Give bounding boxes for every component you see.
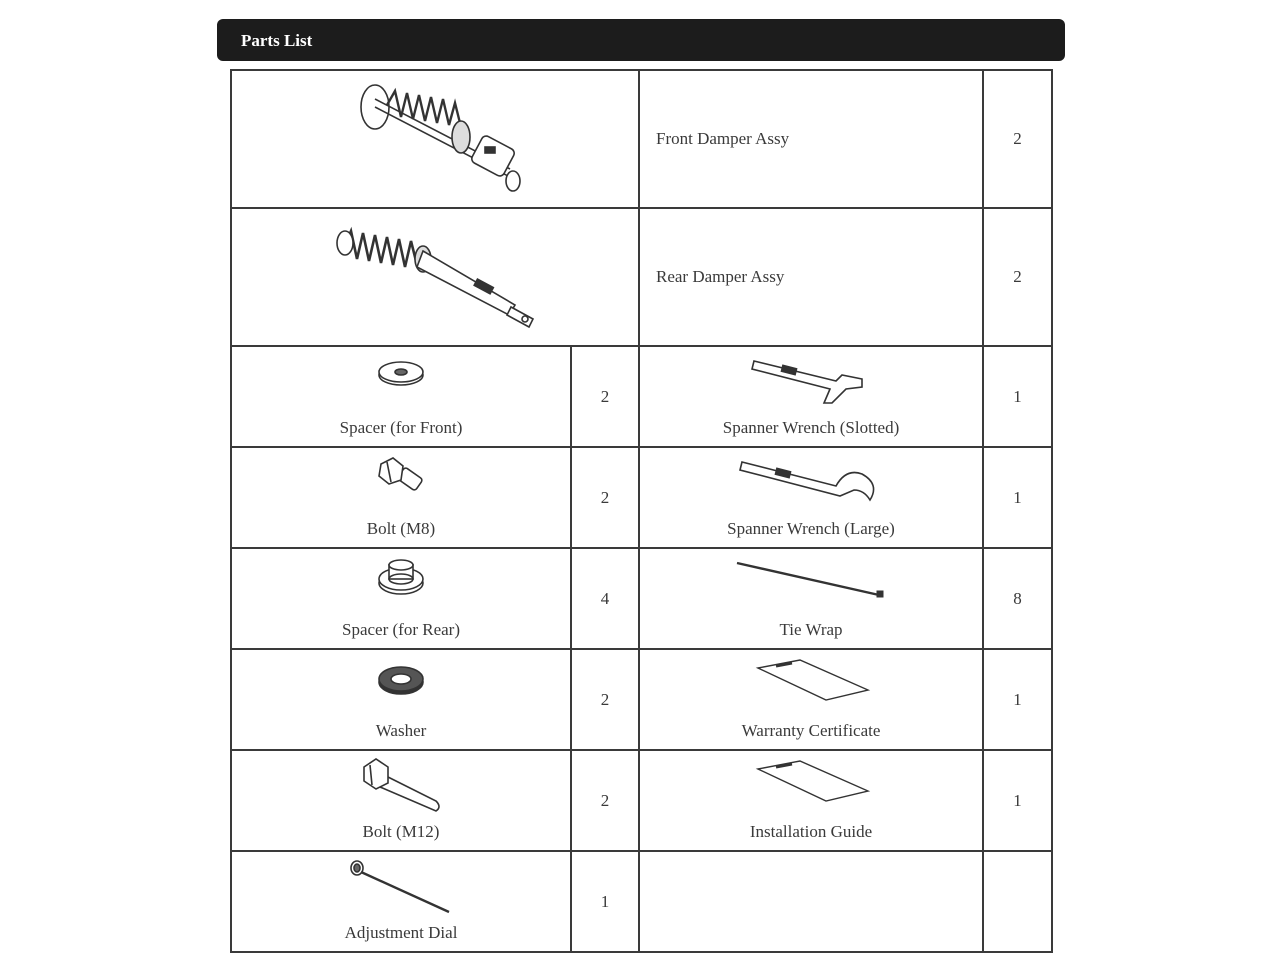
empty-cell xyxy=(983,851,1052,952)
item-cell xyxy=(231,346,571,447)
rear-damper-image-cell xyxy=(231,208,639,346)
item-name: Rear Damper Assy xyxy=(639,208,983,346)
front-damper-image-cell xyxy=(231,70,639,208)
installation-guide-icon xyxy=(746,757,876,807)
table-row xyxy=(231,548,1052,649)
item-name: Bolt (M8) xyxy=(366,519,436,538)
spacer-front-icon xyxy=(371,353,431,393)
table-row xyxy=(231,447,1052,548)
item-cell xyxy=(231,851,571,952)
item-quantity: 2 xyxy=(571,447,639,548)
item-quantity: 1 xyxy=(983,346,1052,447)
item-name: Warranty Certificate xyxy=(741,721,881,740)
spanner-slotted-icon xyxy=(746,353,876,409)
item-name: Washer xyxy=(375,721,427,740)
parts-table xyxy=(230,69,1053,953)
item-quantity: 8 xyxy=(983,548,1052,649)
bolt-m12-icon xyxy=(356,757,446,817)
header-bar xyxy=(217,19,1065,61)
item-name: Installation Guide xyxy=(749,822,873,841)
item-cell xyxy=(639,750,983,851)
item-cell xyxy=(231,447,571,548)
item-cell xyxy=(639,649,983,750)
table-row xyxy=(231,649,1052,750)
item-name: Adjustment Dial xyxy=(344,923,458,942)
spacer-rear-icon xyxy=(371,555,431,601)
item-cell xyxy=(639,346,983,447)
item-cell xyxy=(231,649,571,750)
item-quantity: 2 xyxy=(571,649,639,750)
item-cell xyxy=(639,548,983,649)
table-row xyxy=(231,208,1052,346)
item-cell xyxy=(639,447,983,548)
item-name: Tie Wrap xyxy=(779,620,843,639)
item-name: Front Damper Assy xyxy=(639,70,983,208)
table-row xyxy=(231,851,1052,952)
warranty-certificate-icon xyxy=(746,656,876,706)
item-name: Spacer (for Front) xyxy=(339,418,463,437)
item-quantity: 1 xyxy=(571,851,639,952)
table-row xyxy=(231,70,1052,208)
table-row xyxy=(231,750,1052,851)
item-quantity: 4 xyxy=(571,548,639,649)
washer-icon xyxy=(371,656,431,702)
item-cell xyxy=(231,548,571,649)
item-name: Spacer (for Rear) xyxy=(342,620,460,639)
front-damper-icon xyxy=(335,77,535,201)
rear-damper-icon xyxy=(325,215,545,339)
item-name: Spanner Wrench (Large) xyxy=(727,519,895,538)
table-row xyxy=(231,346,1052,447)
item-quantity: 1 xyxy=(983,750,1052,851)
empty-cell xyxy=(639,851,983,952)
item-name: Bolt (M12) xyxy=(362,822,440,841)
item-cell xyxy=(231,750,571,851)
item-quantity: 1 xyxy=(983,649,1052,750)
page-title: Parts List xyxy=(241,31,313,50)
item-quantity: 2 xyxy=(571,346,639,447)
item-quantity: 2 xyxy=(571,750,639,851)
item-name: Spanner Wrench (Slotted) xyxy=(722,418,900,437)
item-quantity: 2 xyxy=(983,208,1052,346)
item-quantity: 1 xyxy=(983,447,1052,548)
item-quantity: 2 xyxy=(983,70,1052,208)
bolt-m8-icon xyxy=(371,454,431,500)
tie-wrap-icon xyxy=(731,555,891,605)
spanner-large-icon xyxy=(736,454,886,510)
adjustment-dial-icon xyxy=(341,858,461,918)
